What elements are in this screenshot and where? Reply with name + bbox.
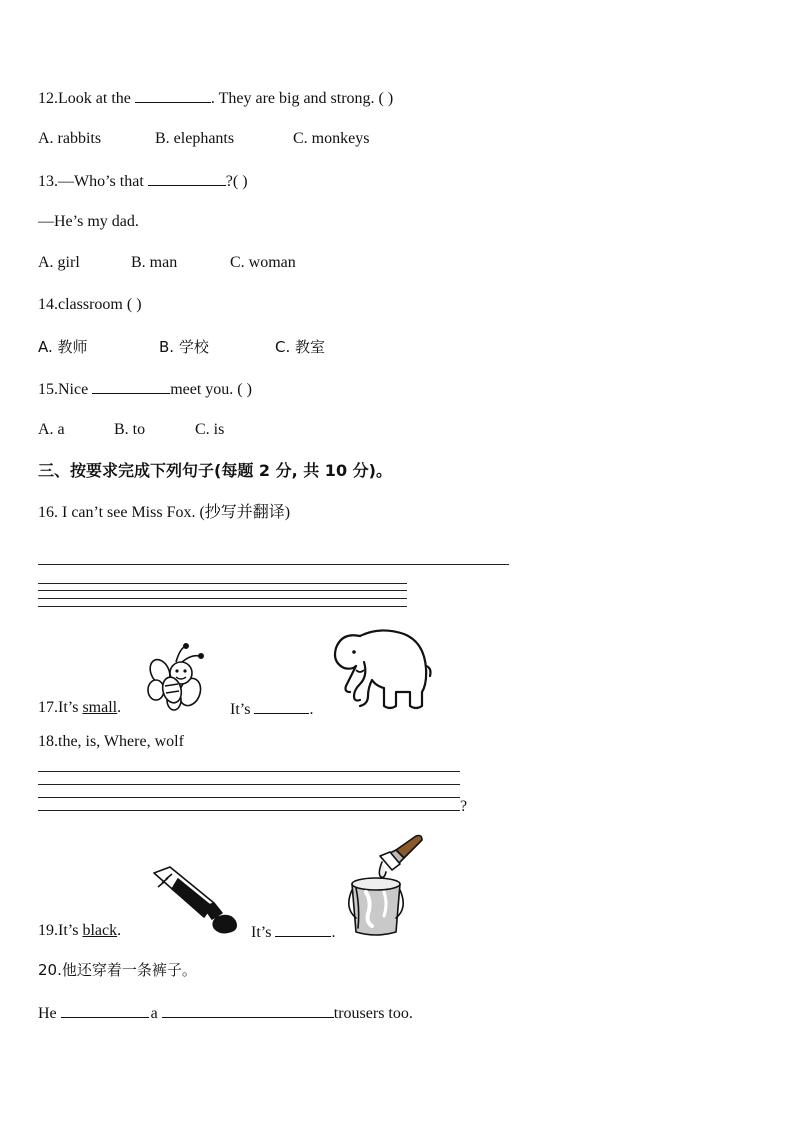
question-20: 20.他还穿着一条裤子。 [38,961,197,979]
q19-end: . [331,924,336,941]
q19-prefix: 19.It’s [38,922,83,939]
option-b: B. elephants [155,130,235,147]
option-b: B. man [131,254,178,271]
bee-icon [146,642,208,712]
q17-word: small [82,699,118,716]
q19-dot: . [117,922,122,939]
writing-line[interactable] [38,771,460,772]
q13-answer-line: —He’s my dad. [38,213,139,230]
writing-line[interactable] [38,598,407,599]
q19-word: black [82,922,118,939]
answer-blank[interactable] [61,1002,149,1018]
option-b: B. 学校 [159,338,209,356]
question-15 [38,378,252,400]
q12-suffix: . They are big and strong. ( ) [210,90,394,107]
answer-blank[interactable] [254,698,309,714]
option-b: B. to [114,421,146,438]
q13-prefix: 13.—Who’s that [38,173,148,190]
q12-prefix: 12.Look at the [38,90,135,107]
q15-suffix: meet you. ( ) [170,381,252,398]
q13-suffix: ?( ) [225,173,248,190]
writing-line[interactable] [38,784,460,785]
q15-prefix: 15.Nice [38,381,93,398]
q14-options [38,337,325,357]
q20-end: trousers too. [333,1005,413,1022]
question-14: 14.classroom ( ) [38,296,142,313]
option-a: A. girl [38,254,80,271]
q13-options [38,253,296,273]
option-c: C. woman [230,254,296,271]
answer-blank[interactable] [92,378,170,394]
writing-line[interactable] [38,590,407,591]
option-a: A. 教师 [38,338,88,356]
option-a: A. a [38,421,65,438]
writing-line[interactable] [38,583,407,584]
paint-bucket-icon [346,832,428,938]
q17-prefix: 17.It’s [38,699,83,716]
answer-blank[interactable] [135,87,211,103]
option-a: A. rabbits [38,130,102,147]
question-16: 16. I can’t see Miss Fox. (抄写并翻译) [38,504,291,521]
q20-a: a [150,1005,162,1022]
question-12 [38,87,393,109]
elephant-icon [330,622,434,714]
question-18: 18.the, is, Where, wolf [38,733,184,750]
q12-options [38,129,369,149]
writing-line[interactable] [38,564,509,565]
q20-sentence [38,1002,413,1024]
q19-second-prefix: It’s [251,924,276,941]
answer-blank[interactable] [148,170,226,186]
question-13 [38,170,248,192]
answer-blank[interactable] [162,1002,334,1018]
q20-he: He [38,1005,61,1022]
paint-tube-icon [144,865,240,937]
question-17 [38,698,121,718]
question-mark: ? [460,798,468,815]
option-c: C. monkeys [293,130,370,147]
answer-blank[interactable] [275,921,331,937]
option-c: C. 教室 [275,338,326,356]
writing-line[interactable] [38,797,460,798]
section-heading: 三、按要求完成下列句子(每题 2 分, 共 10 分)。 [38,461,392,480]
q15-options [38,420,224,440]
writing-line[interactable] [38,810,460,811]
option-c: C. is [195,421,225,438]
q17-second-prefix: It’s [230,701,255,718]
writing-line[interactable] [38,606,407,607]
q19-second [251,921,335,943]
q17-second [230,698,313,720]
q17-dot: . [117,699,122,716]
question-19 [38,921,121,941]
q17-end: . [309,701,314,718]
